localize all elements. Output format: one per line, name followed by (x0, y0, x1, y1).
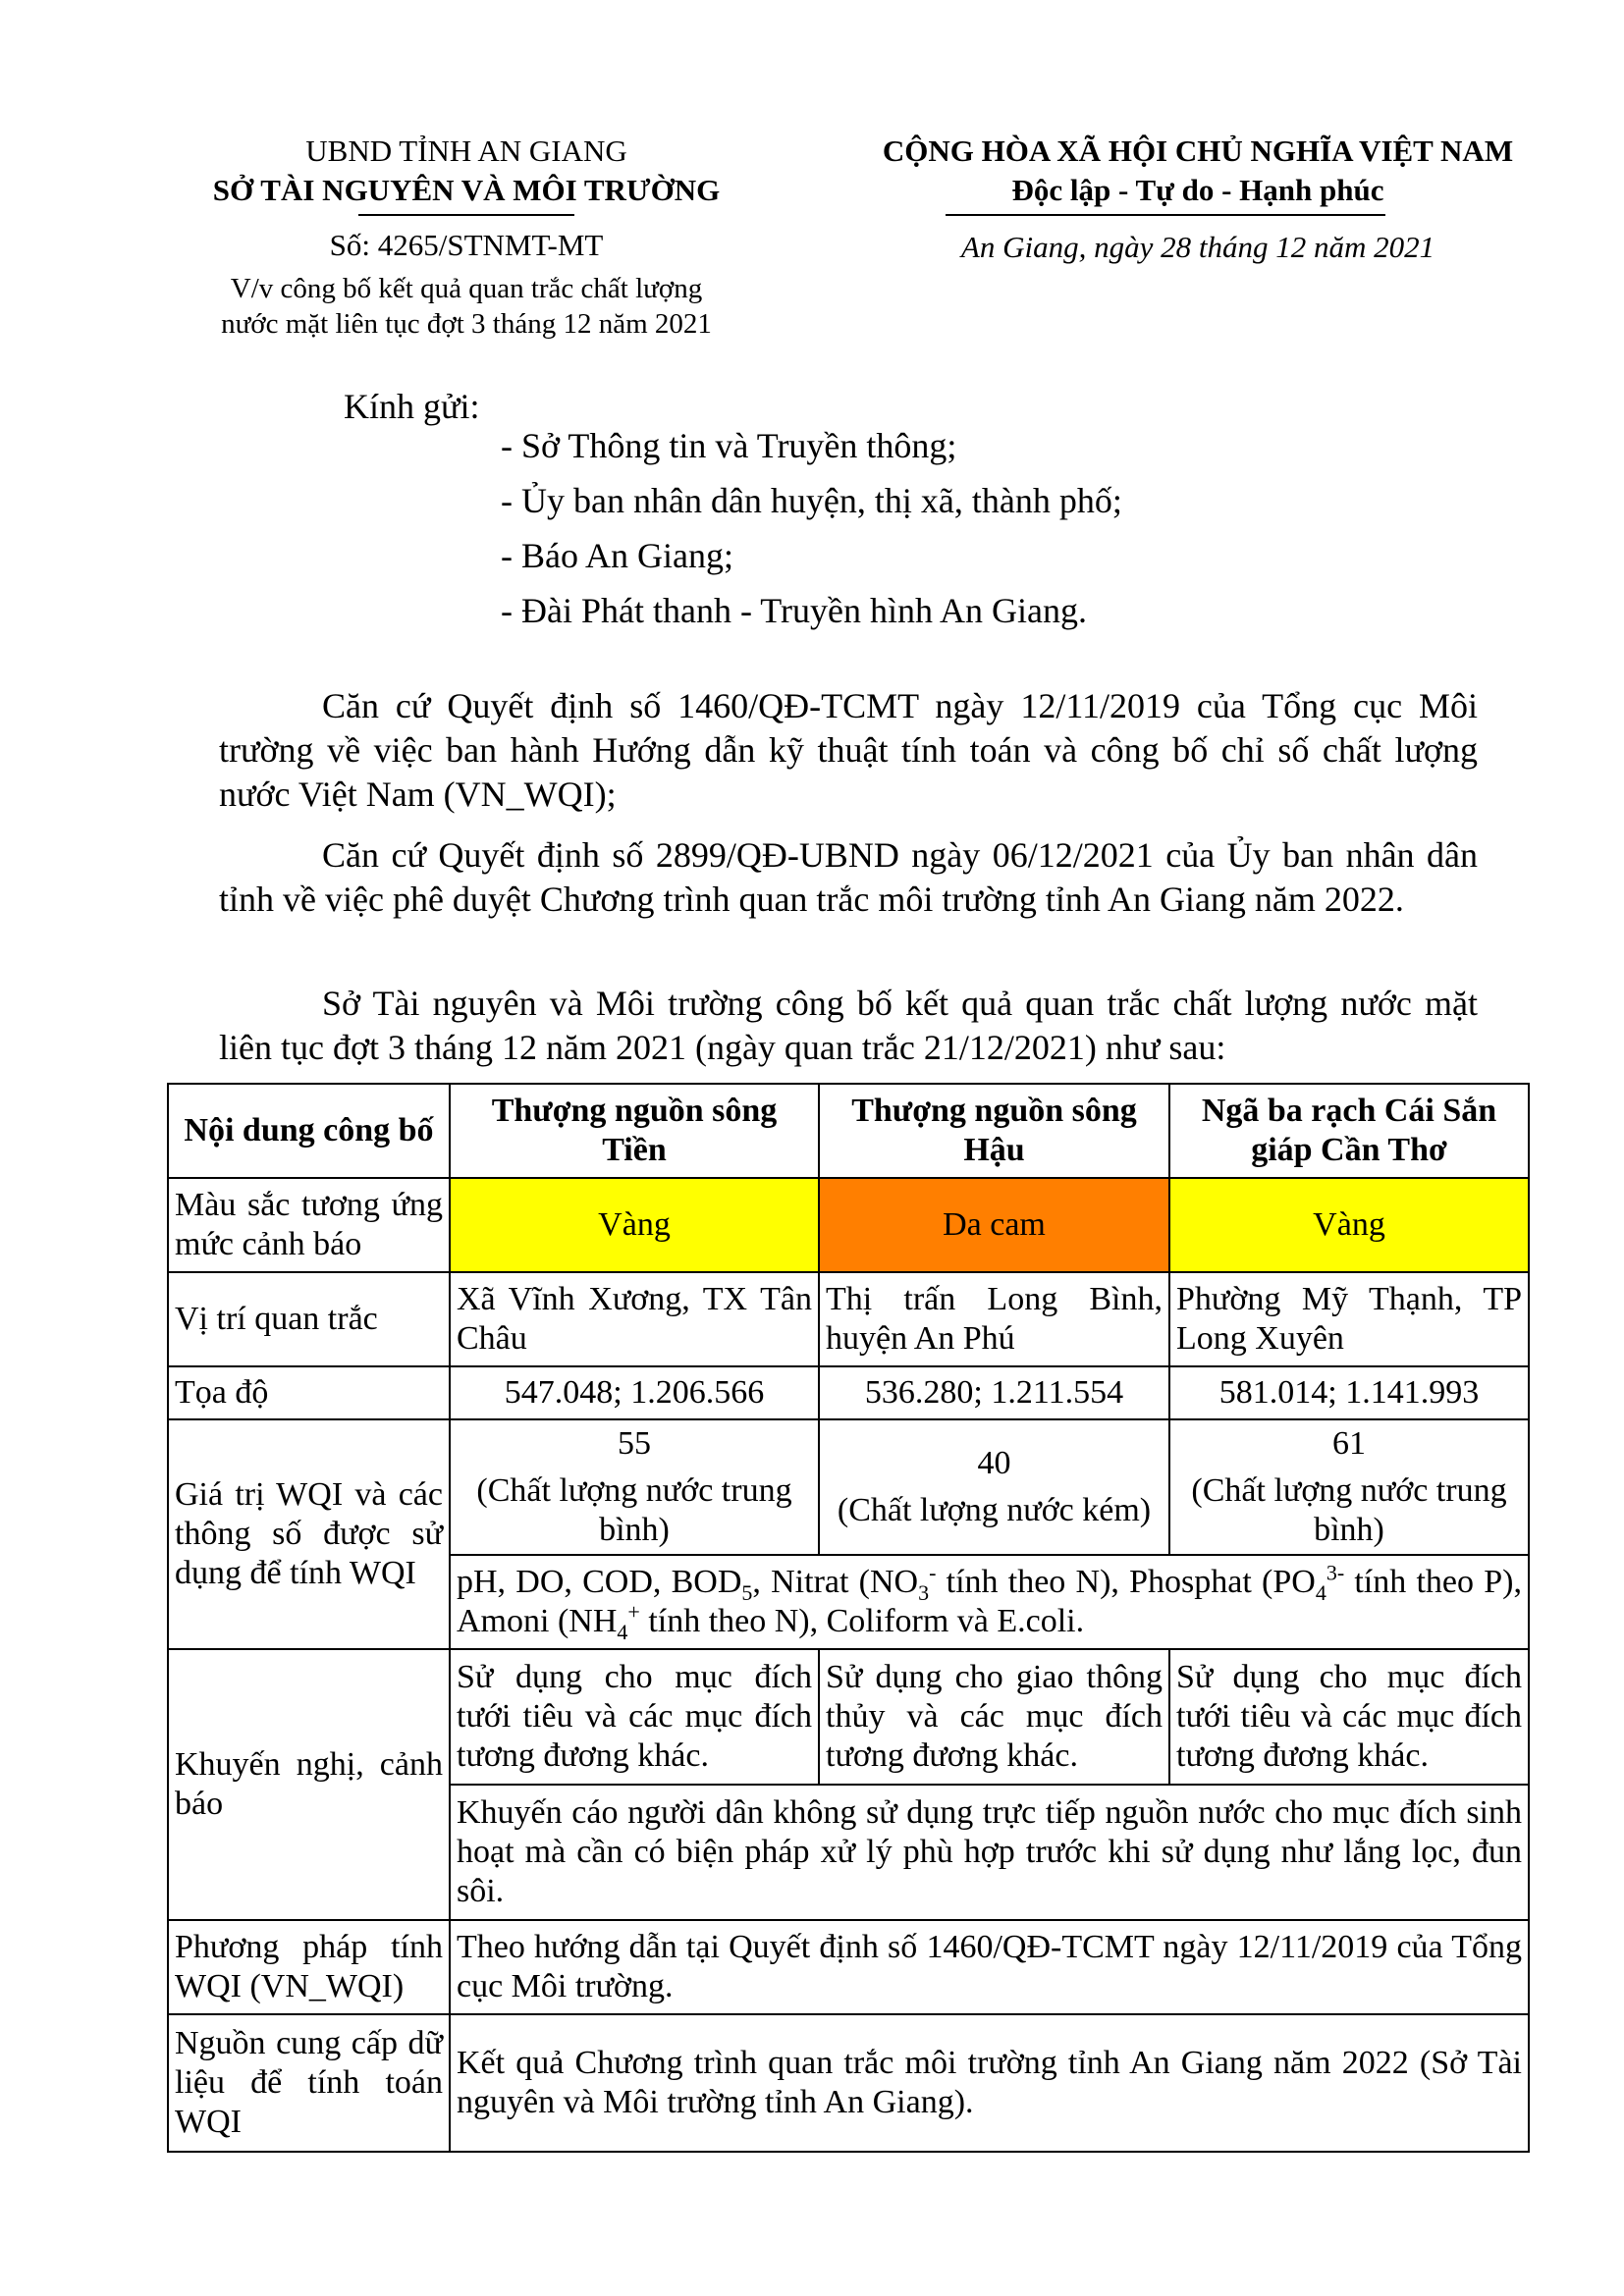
coord-cell: 547.048; 1.206.566 (450, 1366, 819, 1419)
wqi-value: 55 (618, 1425, 651, 1462)
recipient-list (501, 424, 1122, 644)
agency-underline (358, 214, 574, 216)
wqi-value: 61 (1332, 1425, 1366, 1462)
paragraph-1: Căn cứ Quyết định số 1460/QĐ-TCMT ngày 12/11/2019 của Tổng cục Môi trường về việc ban hành Hướng dẫn kỹ thuật tính toán và công bố chỉ số chất lượng nước Việt Nam (VN_WQI); (219, 686, 1478, 814)
coord-row (168, 1366, 1529, 1419)
nation-line2: Độc lập - Tự do - Hạnh phúc (1011, 173, 1384, 207)
subject-line2: nước mặt liên tục đợt 3 tháng 12 năm 2021 (221, 308, 712, 340)
nation-line1: CỘNG HÒA XÃ HỘI CHỦ NGHĨA VIỆT NAM (882, 133, 1514, 168)
paragraph-3: Sở Tài nguyên và Môi trường công bố kết quả quan trắc chất lượng nước mặt liên tục đợt 3 tháng 12 năm 2021 (ngày quan trắc 21/12/2021) như sau: (219, 984, 1478, 1067)
advice-note-cell: Khuyến cáo người dân không sử dụng trực tiếp nguồn nước cho mục đích sinh hoạt mà cần có biện pháp xử lý phù hợp trước khi sử dụng như lắng lọc, đun sôi. (450, 1785, 1529, 1920)
source-cell: Kết quả Chương trình quan trắc môi trường tỉnh An Giang năm 2022 (Sở Tài nguyên và Môi trường tỉnh An Giang). (450, 2014, 1529, 2152)
nation-block (805, 132, 1591, 210)
wqi-quality: (Chất lượng nước trung bình) (476, 1472, 792, 1548)
advice-cell: Sử dụng cho giao thông thủy và các mục đích tương đương khác. (819, 1649, 1169, 1785)
recipient-item: - Đài Phát thanh - Truyền hình An Giang. (501, 591, 1087, 630)
warning-color-cell: Vàng (450, 1178, 819, 1272)
place-date: An Giang, ngày 28 tháng 12 năm 2021 (960, 230, 1435, 264)
row-label: Giá trị WQI và các thông số được sử dụng để tính WQI (168, 1419, 450, 1649)
header-cell: Ngã ba rạch Cái Sắn giáp Cần Thơ (1169, 1084, 1529, 1178)
wqi-value-cell (450, 1419, 819, 1555)
advice-cell: Sử dụng cho mục đích tưới tiêu và các mục đích tương đương khác. (1169, 1649, 1529, 1785)
warning-color-cell: Da cam (819, 1178, 1169, 1272)
salutation: Kính gửi: (344, 387, 480, 426)
method-cell: Theo hướng dẫn tại Quyết định số 1460/QĐ-TCMT ngày 12/11/2019 của Tổng cục Môi trường. (450, 1920, 1529, 2014)
doc-number: Số: 4265/STNMT-MT (329, 228, 604, 262)
source-row (168, 2014, 1529, 2152)
recipient-item: - Báo An Giang; (501, 536, 733, 575)
wqi-value-cell (819, 1419, 1169, 1555)
location-cell: Thị trấn Long Bình, huyện An Phú (819, 1272, 1169, 1366)
row-label: Vị trí quan trắc (168, 1272, 450, 1366)
wqi-params-cell: pH, DO, COD, $BOD_5$, Nitrat ($NO_3^-$ tính theo N), Phosphat ($PO_4^{3-}$ tính theo P), Amoni ($NH_4^+$ tính theo N), Coliform và E.coli. (450, 1555, 1529, 1649)
row-label: Nguồn cung cấp dữ liệu để tính toán WQI (168, 2014, 450, 2152)
location-row (168, 1272, 1529, 1366)
agency-line1: UBND TỈNH AN GIANG (305, 133, 627, 168)
agency-line2: SỞ TÀI NGUYÊN VÀ MÔI TRƯỜNG (212, 173, 721, 207)
row-label: Tọa độ (168, 1366, 450, 1419)
row-label: Phương pháp tính WQI (VN_WQI) (168, 1920, 450, 2014)
wqi-value: 40 (977, 1445, 1011, 1481)
advice-row (168, 1649, 1529, 1785)
row-label: Màu sắc tương ứng mức cảnh báo (168, 1178, 450, 1272)
location-cell: Phường Mỹ Thạnh, TP Long Xuyên (1169, 1272, 1529, 1366)
method-row (168, 1920, 1529, 2014)
row-label: Khuyến nghị, cảnh báo (168, 1649, 450, 1920)
recipient-item: - Sở Thông tin và Truyền thông; (501, 426, 957, 465)
recipient-item: - Ủy ban nhân dân huyện, thị xã, thành phố; (501, 481, 1122, 520)
warning-color-cell: Vàng (1169, 1178, 1529, 1272)
wqi-table (167, 1083, 1530, 2153)
header-cell: Nội dung công bố (168, 1084, 450, 1178)
advice-cell: Sử dụng cho mục đích tưới tiêu và các mục đích tương đương khác. (450, 1649, 819, 1785)
agency-block (147, 132, 785, 210)
coord-cell: 536.280; 1.211.554 (819, 1366, 1169, 1419)
wqi-quality: (Chất lượng nước kém) (837, 1492, 1152, 1528)
nation-underline (946, 214, 1385, 216)
subject-block (147, 271, 785, 342)
subject-line1: V/v công bố kết quả quan trắc chất lượng (230, 273, 703, 304)
wqi-quality: (Chất lượng nước trung bình) (1191, 1472, 1507, 1548)
header-cell: Thượng nguồn sông Tiền (450, 1084, 819, 1178)
wqi-value-cell (1169, 1419, 1529, 1555)
color-row (168, 1178, 1529, 1272)
table-header-row (168, 1084, 1529, 1178)
coord-cell: 581.014; 1.141.993 (1169, 1366, 1529, 1419)
header-cell: Thượng nguồn sông Hậu (819, 1084, 1169, 1178)
wqi-row (168, 1419, 1529, 1555)
paragraph-2: Căn cứ Quyết định số 2899/QĐ-UBND ngày 06/12/2021 của Ủy ban nhân dân tỉnh về việc phê duyệt Chương trình quan trắc môi trường tỉnh An Giang năm 2022. (219, 835, 1478, 919)
location-cell: Xã Vĩnh Xương, TX Tân Châu (450, 1272, 819, 1366)
